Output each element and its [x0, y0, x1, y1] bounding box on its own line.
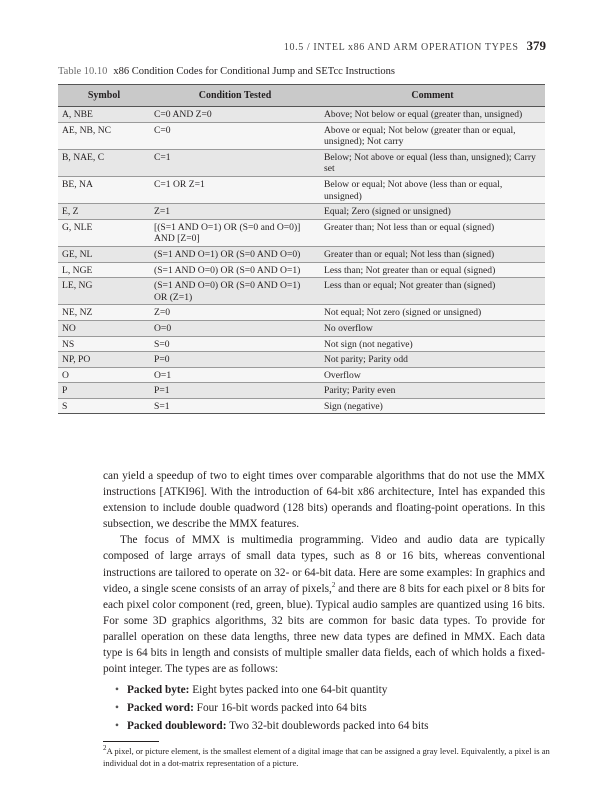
symbol-cell: E, Z — [58, 204, 150, 220]
table-row — [58, 320, 545, 336]
list-term: Packed byte: — [127, 684, 190, 697]
symbol-cell: P — [58, 383, 150, 399]
table-row — [58, 352, 545, 368]
paragraph: can yield a speedup of two to eight times over comparable algorithms that do not use the MMX instructions [ATKI96]. With the introduction of 64-bit x86 architecture, Intel has expanded this extension to include double quadword (128 bits) operands and floating-point operations. In this subsection, we describe the MMX features. — [103, 470, 545, 531]
comment-cell: Overflow — [320, 367, 545, 383]
comment-cell: Less than or equal; Not greater than (signed) — [320, 278, 545, 305]
symbol-cell: NS — [58, 336, 150, 352]
body-text — [103, 468, 545, 735]
list-term: Packed doubleword: — [127, 720, 227, 733]
comment-cell: Above; Not below or equal (greater than, unsigned) — [320, 107, 545, 123]
table-row — [58, 336, 545, 352]
comment-cell: Not parity; Parity odd — [320, 352, 545, 368]
condition-cell: P=1 — [150, 383, 320, 399]
paragraph — [103, 532, 545, 677]
symbol-cell: L, NGE — [58, 262, 150, 278]
running-title: 10.5 / INTEL x86 AND ARM OPERATION TYPES — [283, 42, 519, 53]
condition-cell: S=0 — [150, 336, 320, 352]
footnote — [103, 746, 553, 769]
column-header: Symbol — [58, 85, 150, 107]
table-row — [58, 398, 545, 414]
page-number: 379 — [526, 38, 546, 53]
running-head — [0, 38, 546, 54]
symbol-cell: O — [58, 367, 150, 383]
table-row — [58, 204, 545, 220]
table-row — [58, 278, 545, 305]
condition-codes-table — [58, 84, 545, 414]
column-header: Comment — [320, 85, 545, 107]
symbol-cell: G, NLE — [58, 219, 150, 246]
list-item — [103, 699, 545, 717]
table-row — [58, 305, 545, 321]
condition-cell: P=0 — [150, 352, 320, 368]
table-row — [58, 107, 545, 123]
list-desc: Eight bytes packed into one 64-bit quantity — [189, 684, 388, 697]
condition-cell: Z=1 — [150, 204, 320, 220]
footnote-rule — [103, 741, 159, 742]
symbol-cell: NP, PO — [58, 352, 150, 368]
symbol-cell: S — [58, 398, 150, 414]
footnote-text: A pixel, or picture element, is the smallest element of a digital image that can be assigned a gray level. Equivalently, a pixel is an individual dot in a dot-matrix representation of a picture. — [103, 746, 550, 768]
condition-cell: S=1 — [150, 398, 320, 414]
footnote-ref[interactable]: 2 — [331, 580, 336, 589]
condition-cell: [(S=1 AND O=1) OR (S=0 and O=0)] AND [Z=0] — [150, 219, 320, 246]
comment-cell: Equal; Zero (signed or unsigned) — [320, 204, 545, 220]
condition-cell: O=0 — [150, 320, 320, 336]
symbol-cell: B, NAE, C — [58, 149, 150, 176]
list-item — [103, 681, 545, 699]
comment-cell: Not equal; Not zero (signed or unsigned) — [320, 305, 545, 321]
paragraph-text: and there are 8 bits for each pixel or 8 bits for each pixel color component (red, green, blue). Typical audio samples are quantized using 16 bits. For some 3D graphics algorithms, 32 bits are common for basic data types. To provide for parallel operation on these data lengths, three new data types are defined in MMX. Each data type is 64 bits in length and consists of multiple smaller data fields, each of which holds a fixed-point integer. The types are as follows: — [103, 582, 545, 676]
symbol-cell: AE, NB, NC — [58, 122, 150, 149]
table-title: x86 Condition Codes for Conditional Jump and SETcc Instructions — [113, 66, 395, 77]
list-desc: Two 32-bit doublewords packed into 64 bits — [226, 720, 429, 733]
table-row — [58, 367, 545, 383]
condition-cell: C=0 — [150, 122, 320, 149]
condition-cell: (S=1 AND O=0) OR (S=0 AND O=1) — [150, 262, 320, 278]
comment-cell: No overflow — [320, 320, 545, 336]
table-row — [58, 176, 545, 203]
condition-cell: Z=0 — [150, 305, 320, 321]
comment-cell: Below; Not above or equal (less than, unsigned); Carry set — [320, 149, 545, 176]
symbol-cell: GE, NL — [58, 246, 150, 262]
symbol-cell: NO — [58, 320, 150, 336]
symbol-cell: LE, NG — [58, 278, 150, 305]
footnote-mark: 2 — [103, 744, 107, 753]
comment-cell: Below or equal; Not above (less than or equal, unsigned) — [320, 176, 545, 203]
table-row — [58, 246, 545, 262]
condition-cell: C=1 — [150, 149, 320, 176]
table-body — [58, 107, 545, 414]
column-header: Condition Tested — [150, 85, 320, 107]
symbol-cell: NE, NZ — [58, 305, 150, 321]
table-row — [58, 383, 545, 399]
table-row — [58, 219, 545, 246]
table-row — [58, 262, 545, 278]
comment-cell: Greater than; Not less than or equal (signed) — [320, 219, 545, 246]
comment-cell: Above or equal; Not below (greater than or equal, unsigned); Not carry — [320, 122, 545, 149]
condition-cell: (S=1 AND O=1) OR (S=0 AND O=0) — [150, 246, 320, 262]
condition-cell: O=1 — [150, 367, 320, 383]
comment-cell: Not sign (not negative) — [320, 336, 545, 352]
condition-cell: (S=1 AND O=0) OR (S=0 AND O=1) OR (Z=1) — [150, 278, 320, 305]
symbol-cell: BE, NA — [58, 176, 150, 203]
condition-cell: C=1 OR Z=1 — [150, 176, 320, 203]
list-desc: Four 16-bit words packed into 64 bits — [193, 702, 367, 715]
condition-cell: C=0 AND Z=0 — [150, 107, 320, 123]
table-row — [58, 149, 545, 176]
list-item — [103, 717, 545, 735]
list-term: Packed word: — [127, 702, 194, 715]
comment-cell: Greater than or equal; Not less than (signed) — [320, 246, 545, 262]
table-row — [58, 122, 545, 149]
table-label: Table 10.10 — [58, 66, 108, 77]
comment-cell: Parity; Parity even — [320, 383, 545, 399]
symbol-cell: A, NBE — [58, 107, 150, 123]
table-header-row — [58, 85, 545, 107]
data-types-list — [103, 681, 545, 735]
comment-cell: Sign (negative) — [320, 398, 545, 414]
comment-cell: Less than; Not greater than or equal (signed) — [320, 262, 545, 278]
paragraph-text: The focus of MMX is multimedia programming. Video and audio data are typically composed of large arrays of small data types, such as 8 or 16 bits, whereas conventional instructions are tailored to operate on 32- or 64-bit data. Here are some examples: In graphics and video, a single scene consists of an array of pixels, — [103, 534, 545, 595]
table-caption — [58, 66, 395, 77]
